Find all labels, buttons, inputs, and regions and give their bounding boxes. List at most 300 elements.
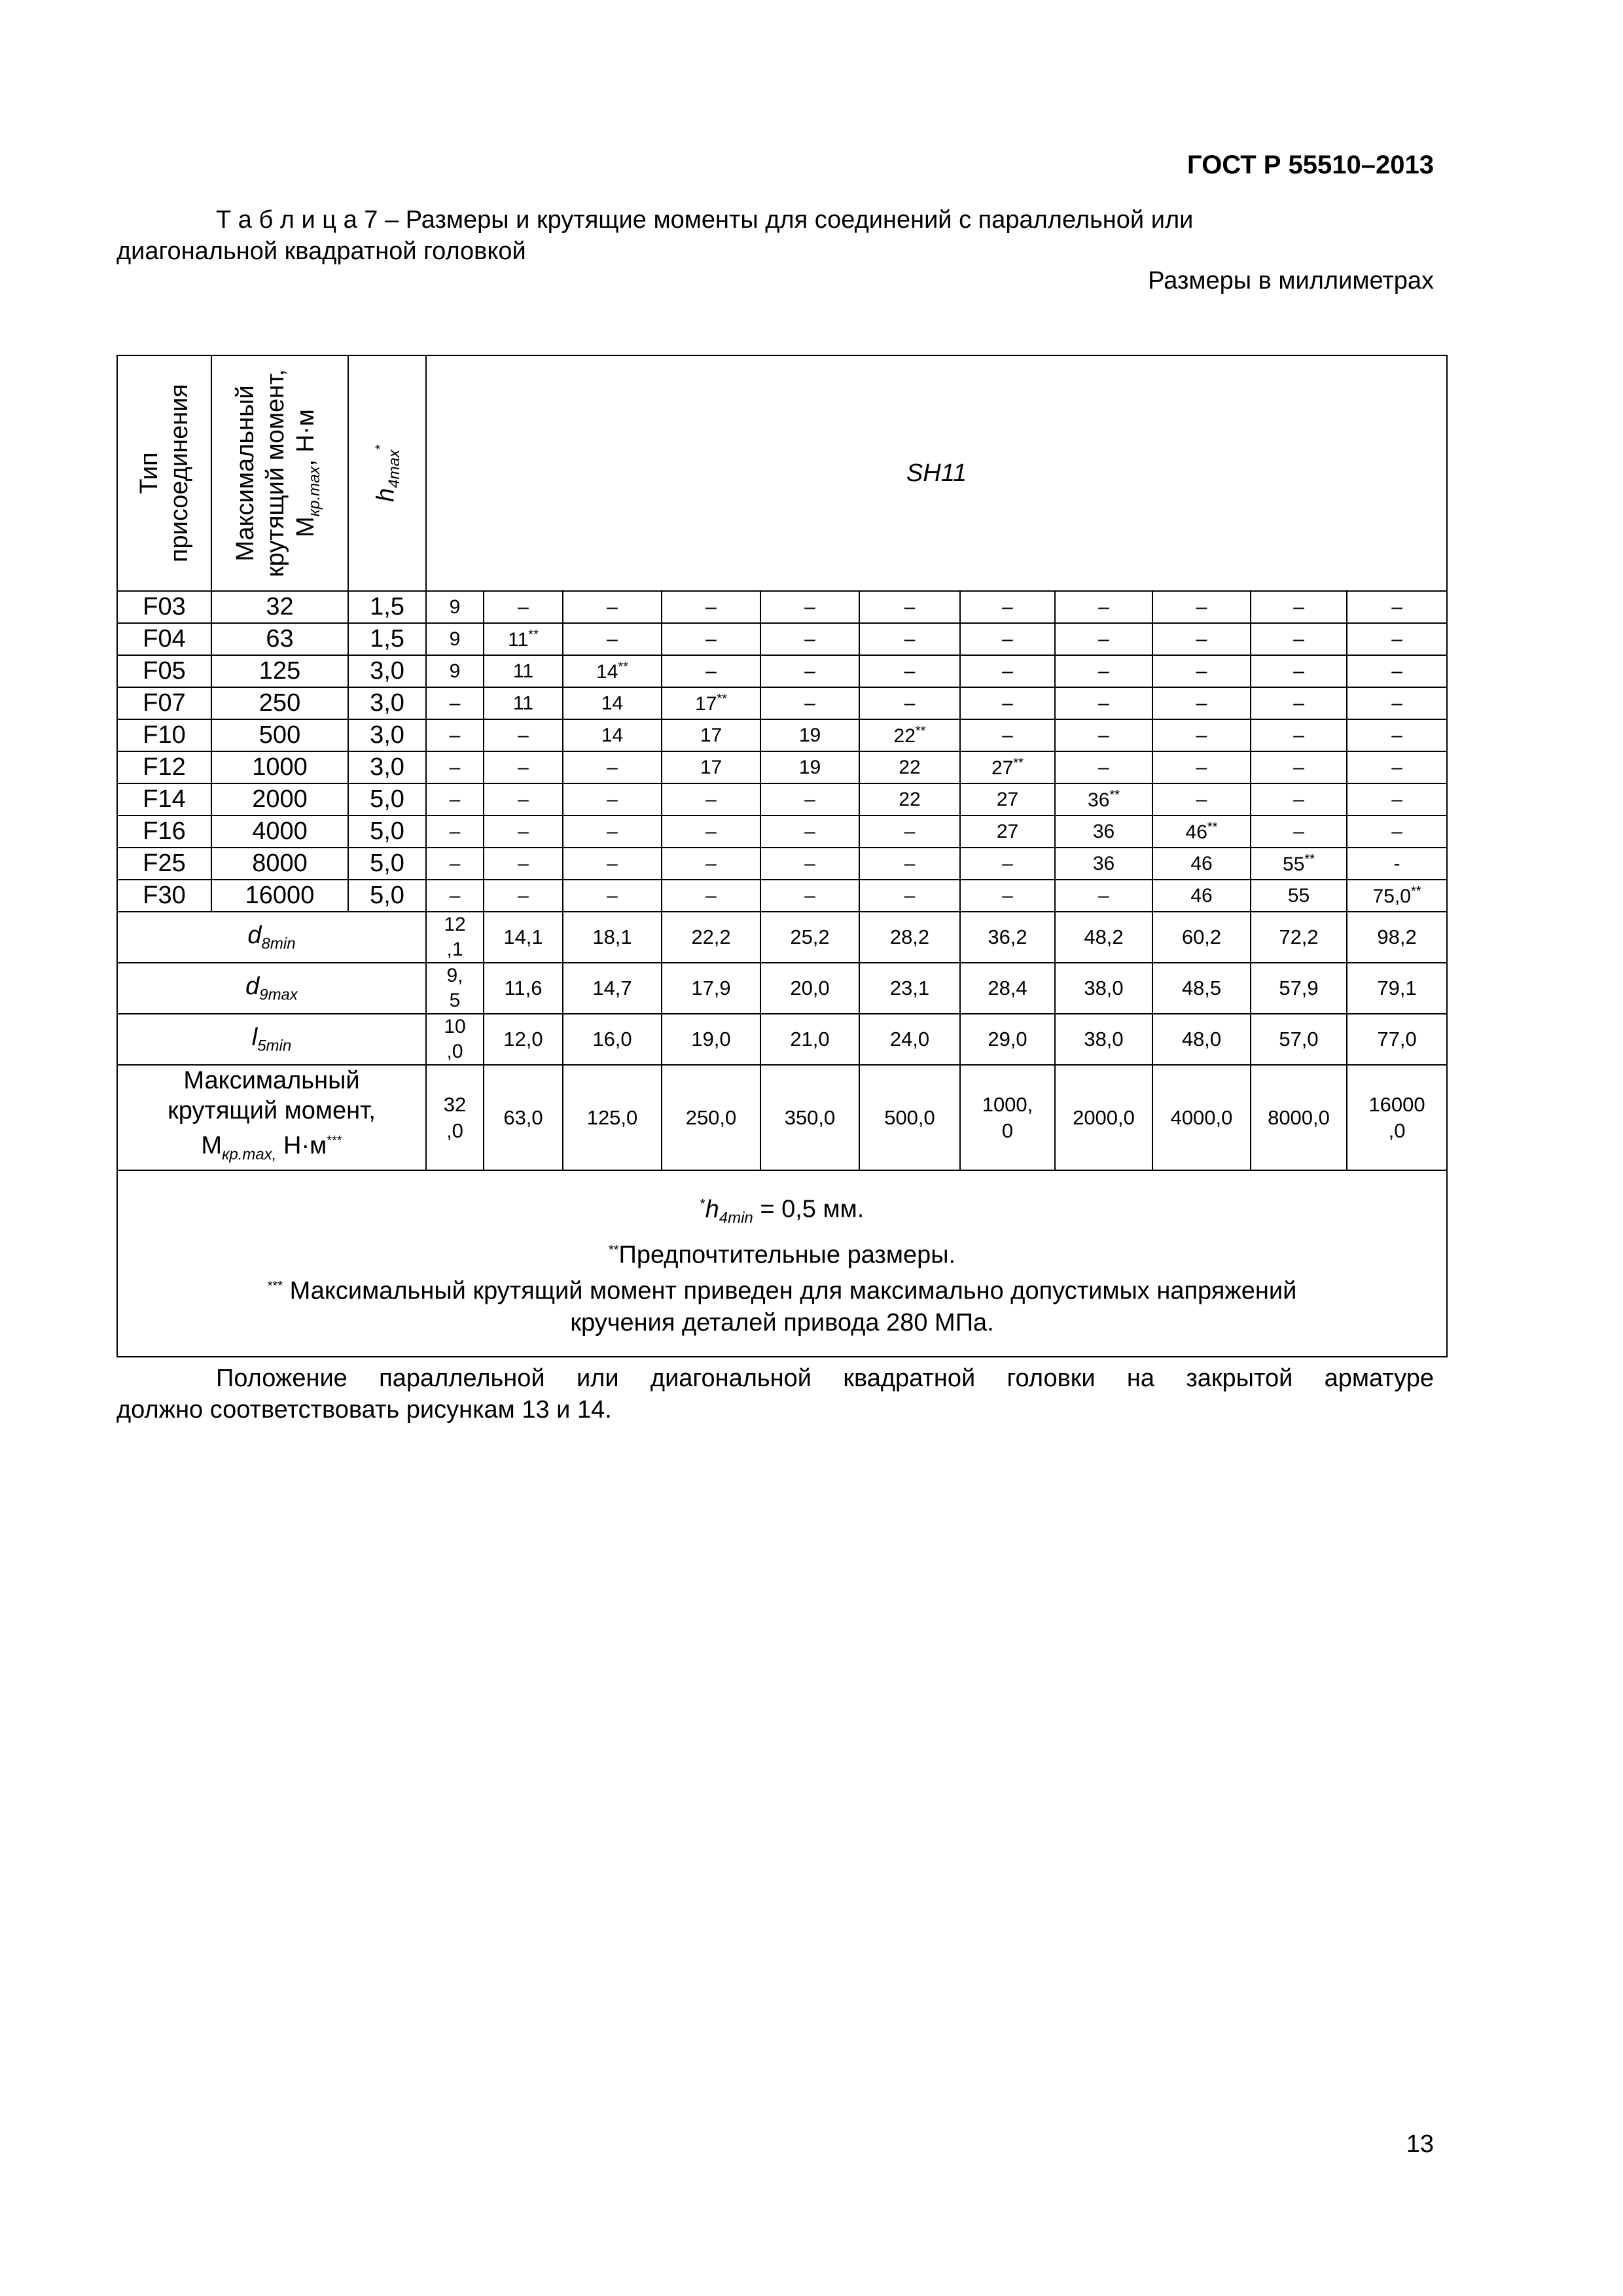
max-torque-first-a: 32 [443,1092,467,1116]
dimension-value [1055,963,1152,1014]
cell-value [1152,719,1251,751]
cell-value-text: – [449,724,461,746]
max-torque-value [662,1065,760,1170]
dimension-first-value [426,912,484,963]
preferred-mark: ** [1304,852,1315,867]
cell-torque [211,783,348,816]
cell-value-text: – [607,820,618,842]
cell-h4max-text: 3,0 [370,689,404,717]
cell-value-text: 46 [1185,821,1207,843]
cell-h4max-text: 3,0 [370,753,404,781]
cell-value-text: – [904,852,916,874]
max-torque-value-text: 125,0 [586,1105,638,1129]
max-torque-unit: Н·м [276,1132,327,1160]
max-torque-row [117,1065,1447,1170]
cell-value [1347,783,1447,816]
cell-value-text: 14 [596,660,618,683]
cell-value [760,687,859,719]
cell-value [1251,880,1347,912]
cell-value-text: – [518,788,529,810]
cell-value [563,880,662,912]
cell-value [662,623,760,655]
cell-value-text: – [607,628,618,650]
max-torque-value-wrap: ,0 [1388,1119,1406,1142]
cell-value-text: – [607,788,618,810]
note-2-mark: ** [608,1242,619,1257]
cell-value [1055,655,1152,687]
cell-value [760,848,859,880]
cell-value-text: – [607,756,618,778]
dimension-value-text: 23,1 [889,977,930,999]
cell-value-text: – [607,596,618,618]
max-torque-value [760,1065,859,1170]
cell-value-text: 11 [512,660,534,682]
max-torque-value-text: 16000 [1368,1092,1425,1116]
table-row [117,816,1447,848]
cell-value-text: – [1196,756,1207,778]
dimension-value-text: 79,1 [1377,977,1417,999]
dimension-value [1251,963,1347,1014]
note-2-text: Предпочтительные размеры. [618,1241,956,1269]
cell-value [563,687,662,719]
cell-value [1152,655,1251,687]
dimension-value-text: 22,2 [691,925,731,948]
cell-value-text: 14 [601,724,624,746]
cell-value [760,880,859,912]
cell-value [662,816,760,848]
cell-value [484,623,563,655]
cell-value [960,687,1055,719]
cell-value-text: 9 [449,660,461,682]
cell-value [563,591,662,623]
dimension-value [662,1014,760,1065]
cell-torque [211,719,348,751]
dimension-first-value [426,1014,484,1065]
max-torque-value [1055,1065,1152,1170]
dimension-value-text: 25,2 [790,925,830,948]
cell-value-text: – [904,596,916,618]
cell-value [1251,719,1347,751]
cell-value-text: – [1196,724,1207,746]
table-row [117,655,1447,687]
dimension-subscript: 5min [257,1037,292,1055]
cell-value-text: – [1391,692,1402,714]
table-caption [116,204,1425,267]
table-row [117,591,1447,623]
table-row [117,783,1447,816]
dimension-value [1347,912,1447,963]
dimension-subscript: 9max [259,986,298,1004]
max-torque-value-text: 250,0 [685,1105,737,1129]
document-code: ГОСТ Р 55510–2013 [1187,151,1434,179]
cell-value-text: – [804,788,815,810]
dimension-value-text: 36,2 [988,925,1027,948]
header-type-text: Тип присоединения [135,384,193,563]
cell-value-text: 36 [1092,820,1115,842]
max-torque-subscript: кр.max, [222,1145,277,1164]
cell-h4max-text: 3,0 [370,721,404,749]
cell-value-text: – [904,884,916,906]
cell-type [117,848,211,880]
cell-torque [211,687,348,719]
cell-value [426,623,484,655]
dimension-value [1152,1014,1251,1065]
page-number: 13 [1406,2130,1434,2158]
cell-value [426,655,484,687]
dimension-value-text: 38,0 [1084,1028,1124,1050]
cell-value-text: – [705,660,717,682]
table-row [117,623,1447,655]
cell-value [1152,751,1251,783]
cell-h4max-text: 5,0 [370,785,404,813]
table-notes-row [117,1170,1447,1357]
max-torque-first-b: ,0 [446,1119,463,1142]
dimension-first-a: 12 [444,914,466,935]
cell-value-text: 19 [798,756,821,778]
cell-value [960,848,1055,880]
cell-value-text: 9 [449,596,461,618]
table-header-row [117,355,1447,591]
dimension-value-text: 11,6 [504,977,543,999]
cell-value-text: 17 [695,692,717,715]
cell-value-text: – [1391,724,1402,746]
preferred-mark: ** [1410,884,1421,899]
cell-value-text: – [804,628,815,650]
units-note: Размеры в миллиметрах [1148,267,1434,295]
cell-value-text: – [804,852,815,874]
cell-type-text: F14 [143,785,186,813]
cell-value [1055,719,1152,751]
cell-torque-text: 63 [266,625,294,653]
cell-value-text: – [804,820,815,842]
cell-value [563,848,662,880]
cell-value-text: – [449,756,461,778]
dimension-value-text: 38,0 [1084,977,1124,999]
cell-value [1055,880,1152,912]
dimension-value [563,963,662,1014]
table-row [117,719,1447,751]
max-torque-label-line-2: крутящий момент, [168,1097,376,1124]
cell-type [117,591,211,623]
dimension-value [859,963,960,1014]
cell-value [426,687,484,719]
cell-value [1152,687,1251,719]
dimension-value-text: 14,1 [503,925,543,948]
cell-value-text: – [1391,820,1402,842]
cell-type [117,880,211,912]
cell-value [859,816,960,848]
note-1-subscript: 4min [719,1209,753,1227]
cell-value [1055,591,1152,623]
cell-torque [211,591,348,623]
cell-value-text: – [1391,628,1402,650]
cell-type [117,687,211,719]
dimension-value-text: 28,2 [889,925,930,948]
dimension-value-text: 29,0 [988,1028,1027,1050]
cell-type-text: F03 [143,593,186,620]
cell-value [960,816,1055,848]
closing-line-1: Положение параллельной или диагональной квадратной головки на закрытой арматуре [216,1365,1434,1392]
cell-value [563,655,662,687]
cell-value-text: – [607,884,618,906]
cell-value [1055,623,1152,655]
header-max-torque [211,355,348,591]
dimension-symbol: l [251,1023,258,1051]
cell-value-text: – [1196,692,1207,714]
torque-note-mark: *** [327,1134,342,1148]
cell-value-text: – [518,596,529,618]
cell-value-text: – [518,724,529,746]
cell-value-text: 9 [449,628,461,650]
cell-h4max-text: 5,0 [370,817,404,845]
dimension-first-b: ,1 [446,939,463,960]
cell-torque [211,880,348,912]
cell-value [484,751,563,783]
max-torque-value [1251,1065,1347,1170]
cell-value-text: – [1002,628,1013,650]
cell-value-text: – [1098,692,1109,714]
header-sh11 [426,355,1447,591]
max-torque-first-value [426,1065,484,1170]
preferred-mark: ** [1013,755,1024,770]
cell-value-text: – [904,660,916,682]
max-torque-label [117,1065,426,1170]
cell-value [760,623,859,655]
cell-value [484,591,563,623]
cell-value [563,719,662,751]
cell-value [1347,816,1447,848]
header-torque-line-1: Максимальный [231,385,259,562]
preferred-mark: ** [1109,787,1120,802]
dimension-first-b: ,0 [446,1041,463,1062]
note-3-text: Максимальный крутящий момент приведен для максимально допустимых напряжений [283,1278,1297,1306]
cell-value-text: – [705,596,717,618]
cell-value [1251,623,1347,655]
cell-value [1347,623,1447,655]
cell-value-text: – [804,692,815,714]
cell-value-text: – [1002,852,1013,874]
cell-value-text: – [449,788,461,810]
cell-value [662,751,760,783]
cell-h4max-text: 1,5 [370,625,404,653]
cell-h4max [348,816,426,848]
cell-h4max [348,687,426,719]
cell-value [1055,751,1152,783]
dimension-value [563,1014,662,1065]
cell-torque-text: 32 [266,593,294,620]
max-torque-value-text: 4000,0 [1170,1105,1233,1129]
max-torque-value-text: 500,0 [884,1105,935,1129]
dimension-value-text: 48,0 [1181,1028,1222,1050]
dimension-value-text: 16,0 [592,1028,632,1050]
dimension-row [117,1014,1447,1065]
dimension-value [760,912,859,963]
cell-value-text: – [518,820,529,842]
cell-value [1055,848,1152,880]
cell-value [426,848,484,880]
cell-value [1152,848,1251,880]
cell-value-text: – [804,884,815,906]
cell-value-text: – [1002,692,1013,714]
cell-value-text: – [1391,756,1402,778]
note-1-mark: * [700,1197,705,1212]
cell-value [1055,783,1152,816]
dimension-value [1055,1014,1152,1065]
dimension-value-text: 19,0 [691,1028,731,1050]
cell-value [859,655,960,687]
table-notes [117,1170,1447,1357]
cell-value [1251,655,1347,687]
cell-h4max [348,880,426,912]
cell-value-text: – [518,884,529,906]
cell-value [1251,751,1347,783]
cell-value-text: – [449,820,461,842]
cell-value [662,880,760,912]
dimension-value [563,912,662,963]
cell-h4max [348,783,426,816]
dimension-value-text: 18,1 [592,925,632,948]
cell-value-text: 22 [893,725,916,747]
cell-value-text: 36 [1092,852,1115,874]
cell-torque-text: 2000 [252,785,308,813]
caption-line-2: диагональной квадратной головкой [116,238,526,265]
cell-type [117,783,211,816]
cell-value-text: – [1293,724,1304,746]
cell-value [760,751,859,783]
cell-value [859,591,960,623]
dimension-value [484,1014,563,1065]
cell-torque-text: 1000 [252,753,308,781]
preferred-mark: ** [915,723,926,738]
cell-torque [211,623,348,655]
dimension-value [662,963,760,1014]
caption-line-1: Т а б л и ц а 7 – Размеры и крутящие моменты для соединений с параллельной или [216,206,1194,234]
dimension-value [484,912,563,963]
cell-value-text: – [1098,596,1109,618]
cell-value-text: – [705,820,717,842]
cell-value [662,848,760,880]
cell-value-text: – [1098,660,1109,682]
cell-value-text: – [904,628,916,650]
dimension-value [960,912,1055,963]
cell-value [859,880,960,912]
dimension-value-text: 60,2 [1181,925,1222,948]
cell-value-text: – [1002,724,1013,746]
cell-value [960,751,1055,783]
cell-h4max [348,719,426,751]
cell-value [484,687,563,719]
cell-value-text: 46 [1190,884,1213,906]
cell-value [1152,880,1251,912]
cell-value [1347,655,1447,687]
max-torque-value-text: 350,0 [784,1105,836,1129]
cell-value [1055,687,1152,719]
note-1 [118,1189,1446,1234]
dimension-value-text: 48,5 [1181,977,1222,999]
cell-value-text: – [1293,692,1304,714]
cell-value-text: 27 [996,820,1019,842]
cell-value-text: 22 [899,788,921,810]
cell-value-text: – [1098,884,1109,906]
cell-value [859,751,960,783]
cell-value-text: – [1293,596,1304,618]
cell-value-text: – [1002,660,1013,682]
cell-value [484,783,563,816]
cell-value-text: 46 [1190,852,1213,874]
cell-value [1251,783,1347,816]
max-torque-value [1347,1065,1447,1170]
cell-value-text: – [1196,596,1207,618]
cell-type [117,751,211,783]
cell-value [1055,816,1152,848]
cell-h4max [348,655,426,687]
closing-line-2: должно соответствовать рисункам 13 и 14. [116,1396,612,1424]
cell-type-text: F12 [143,753,186,781]
cell-torque-text: 250 [259,689,301,717]
cell-value-text: – [1391,596,1402,618]
cell-h4max-text: 3,0 [370,657,404,685]
max-torque-value-text: 1000, [982,1092,1033,1116]
note-2 [118,1234,1446,1271]
dimensions-table [116,355,1448,1357]
cell-value-text: 14 [601,692,624,714]
cell-value [426,591,484,623]
cell-value-text: – [607,852,618,874]
cell-value-text: – [518,852,529,874]
table-row [117,848,1447,880]
cell-value-text: – [1196,788,1207,810]
closing-paragraph [116,1363,1434,1426]
cell-value-text: – [1098,724,1109,746]
cell-torque-text: 500 [259,721,301,749]
cell-value [662,783,760,816]
cell-type-text: F10 [143,721,186,749]
cell-value-text: – [1196,660,1207,682]
dimension-symbol: d [245,972,260,1000]
cell-value-text: – [449,852,461,874]
cell-value [1251,591,1347,623]
cell-value-text: 22 [899,756,921,778]
max-torque-label-line-1: Максимальный [183,1067,360,1094]
max-torque-label-line-3 [118,1126,425,1170]
cell-value [1347,719,1447,751]
dimension-value [1251,912,1347,963]
dimension-value [1347,963,1447,1014]
note-1-symbol: h [705,1196,719,1224]
dimension-label [117,1014,426,1065]
cell-h4max [348,751,426,783]
cell-value [662,655,760,687]
cell-value [426,816,484,848]
dimension-row [117,912,1447,963]
cell-value-text: – [1293,756,1304,778]
cell-value-text: 55 [1283,853,1305,875]
max-torque-value [1152,1065,1251,1170]
cell-torque-text: 16000 [245,882,315,909]
note-1-text: = 0,5 мм. [753,1196,865,1224]
cell-value [1347,848,1447,880]
dimension-value-text: 14,7 [592,977,632,999]
preferred-mark: ** [717,691,727,706]
cell-type-text: F05 [143,657,186,685]
max-torque-value-text: 8000,0 [1268,1105,1330,1129]
cell-value-text: – [518,756,529,778]
dimension-value-text: 77,0 [1377,1028,1417,1050]
max-torque-value-text: 63,0 [503,1105,543,1129]
header-h4max-symbol: $h_{4max}$ [371,449,403,502]
dimension-value [859,1014,960,1065]
cell-value-text: – [449,692,461,714]
